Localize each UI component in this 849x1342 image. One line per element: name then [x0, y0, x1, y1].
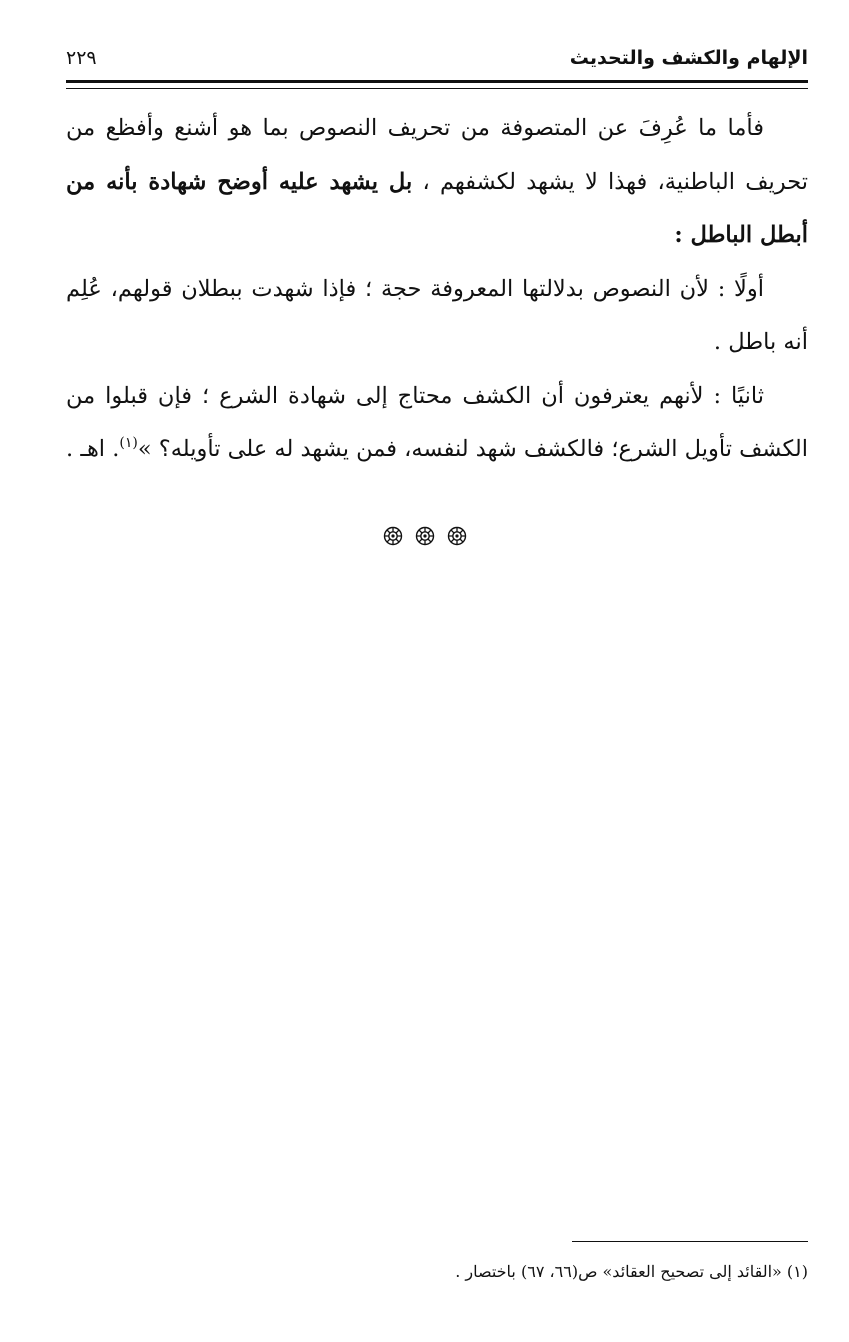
flower-ornament-icon [447, 526, 467, 546]
main-text [66, 102, 808, 477]
paragraph-2 [66, 263, 808, 370]
paragraph-3-ending: . اهـ . [66, 436, 120, 462]
footnote: (١) «القائد إلى تصحيح العقائد» ص(٦٦، ٦٧) باختصار . [455, 1262, 808, 1281]
paragraph-2-text: أولًا : لأن النصوص بدلالتها المعروفة حجة ؛ فإذا شهدت ببطلان قولهم، عُلِم أنه باطل . [66, 275, 808, 355]
paragraph-1 [66, 102, 808, 263]
flower-ornament-icon [383, 526, 403, 546]
header-rule-thin [66, 88, 808, 89]
paragraph-1-text: فأما ما عُرِفَ عن المتصوفة من تحريف النصوص بما هو أشنع وأفظع من تحريف الباطنية، فهذا لا يشهد لكشفهم ، [66, 115, 808, 195]
running-head [66, 42, 808, 74]
section-end-ornaments [0, 526, 849, 550]
paragraph-1-bold-text: بل يشهد عليه أوضح شهادة بأنه من أبطل الباطل : [66, 168, 808, 248]
footnote-separator [572, 1241, 808, 1242]
header-rule-thick [66, 80, 808, 83]
paragraph-3 [66, 370, 808, 477]
footnote-reference: (١) [119, 435, 138, 451]
page-number: ٢٢٩ [66, 47, 97, 69]
running-title: الإلهام والكشف والتحديث [569, 47, 808, 69]
paragraph-3-text: ثانيًا : لأنهم يعترفون أن الكشف محتاج إلى شهادة الشرع ؛ فإن قبلوا من الكشف تأويل الشرع؛ فالكشف شهد لنفسه، فمن يشهد له على تأويله؟ » [66, 382, 808, 462]
flower-ornament-icon [415, 526, 435, 546]
